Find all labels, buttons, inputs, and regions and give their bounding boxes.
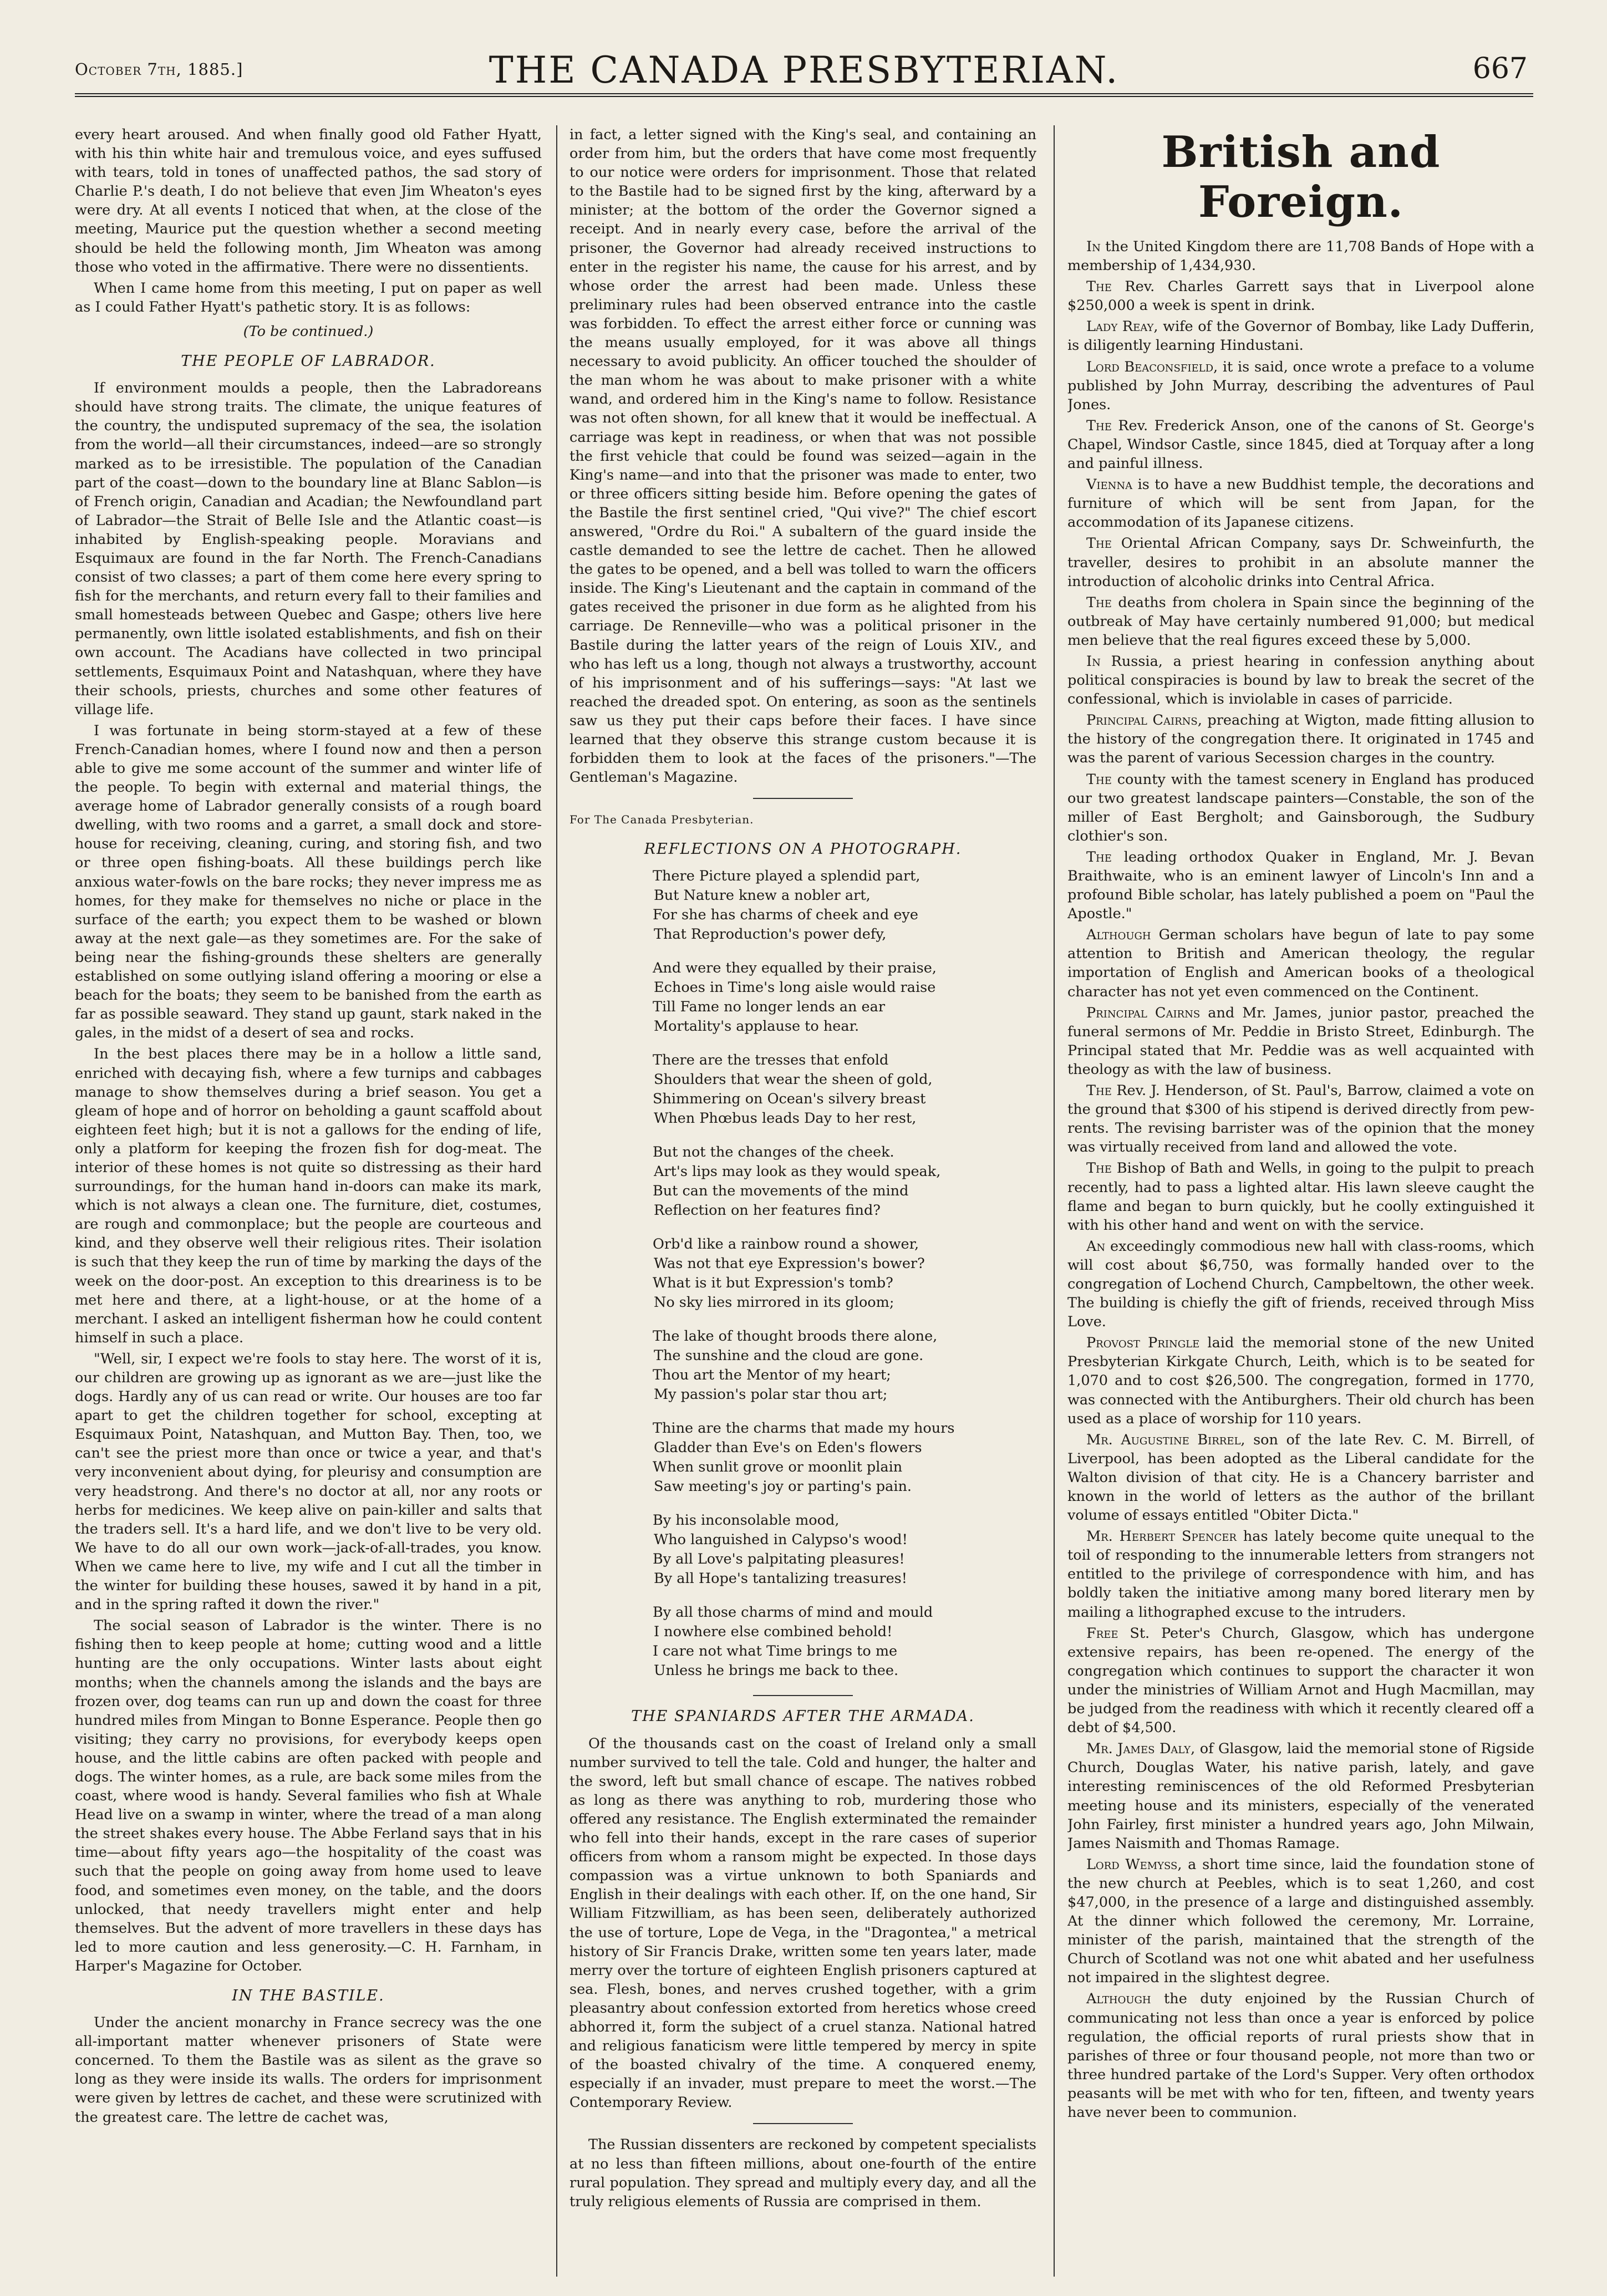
poem-line: Unless he brings me back to thee. <box>654 1662 899 1679</box>
news-item-text: laid the memorial stone of the new United Presbyterian Kirkgate Church, Leith, which is to be seated for 1,070 and to cost $26,500. The congregation, formed in 1770, was connected with the Antiburghers. Their old church has been used as a place of worship for 110 years. <box>1067 1335 1534 1427</box>
news-item <box>1067 652 1534 709</box>
news-item <box>1067 711 1534 767</box>
poem-line: Was not that eye Expression's bower? <box>654 1255 925 1272</box>
poem-line: No sky lies mirrored in its gloom; <box>654 1294 894 1311</box>
paragraph: Of the thousands cast on the coast of Ireland only a small number survived to tell the tale. Cold and hunger, the halter and the sword, left but small chance of escape. The natives robbed as long as there was anything to rob, murdering those who offered any resistance. The English exterminated the remainder who fell into their hands, except in the rare cases of superior officers from whom a ransom might be expected. In those days compassion was a virtue unknown to both Spaniards and English in their dealings with each other. If, on the one hand, Sir William Fitzwilliam, as has been seen, deliberately authorized the use of torture, Lope de Vega, in the "Dragontea," a metrical history of Sir Francis Drake, written some ten years later, made merry over the torture of eighteen English prisoners captured at sea. Flesh, bones, and nerves crushed together, with a grim pleasantry about confession extorted from heretics whose creed abhorred it, form the subject of a cruel stanza. National hatred and religious fanaticism were little tempered by mercy in spite of the boasted chivalry of the time. A conquered enemy, especially if an invader, must prepare to meet the worst.—The Contemporary Review. <box>569 1735 1036 2111</box>
poem-line: Till Fame no longer lends an ear <box>653 999 886 1016</box>
poem-line: Art's lips may look as they would speak, <box>654 1163 941 1180</box>
news-item-text: a short time since, laid the foundation stone of the new church at Peebles, which is to seat 1,260, and cost $47,000, in the presence of a large and distinguished assembly. At the dinner which followed the ceremony, Mr. Lorraine, minister of the parish, maintained that the strength of the Church of Scotland was not one whit abated and her usefulness not impaired in the slightest degree. <box>1067 1856 1534 1987</box>
paragraph: I was fortunate in being storm-stayed at a few of these French-Canadian homes, where I found now and then a person able to give me some account of the summer and winter life of the people. To begin with external and material things, the average home of Labrador generally consists of a rough board dwelling, with two rooms and a garret, a small dock and store-house for receiving, cleaning, curing, and storing fish, and two or three open fishing-boats. All these buildings perch like anxious water-fowls on the bare rocks; they never impress me as homes, for they make for themselves no niche or place in the surface of the earth; you expect them to be washed or blown away at the next gale—as they sometimes are. For the sake of being near the fishing-grounds these shelters are generally established on some outlying island offering a mooring or else a beach for the boats; they seem to be banished from the earth as far as possible seaward. They stand up gaunt, stark naked in the gales, in the midst of a desert of sea and rocks. <box>75 722 542 1042</box>
news-item-text: Oriental African Company, says Dr. Schweinfurth, the traveller, desires to prohibit in an absolute manner the introduction of alcoholic drinks into Central Africa. <box>1067 535 1534 590</box>
poem-line: Thou art the Mentor of my heart; <box>653 1367 891 1384</box>
divider <box>753 798 853 799</box>
news-item-text: it is said, once wrote a preface to a volume published by John Murray, describing the adventures of Paul Jones. <box>1067 358 1534 413</box>
poem-line: Gladder than Eve's on Eden's flowers <box>654 1439 922 1457</box>
news-item-lead: The <box>1086 848 1112 866</box>
divider <box>753 2123 853 2124</box>
news-item-lead: Free <box>1086 1625 1118 1642</box>
news-item-lead: Principal Cairns, <box>1086 712 1202 729</box>
poem-line: And were they equalled by their praise, <box>653 960 937 977</box>
poem-line: What is it but Expression's tomb? <box>653 1275 893 1292</box>
news-item <box>1067 1855 1534 1988</box>
paragraph: every heart aroused. And when finally good old Father Hyatt, with his thin white hair and tremulous voice, and eyes suffused with tears, told in tones of unaffected pathos, the sad story of Charlie P.'s death, I do not believe that even Jim Wheaton's eyes were dry. At all events I noticed that when, at the close of the meeting, Maurice put the question whether a second meeting should be held the following month, Jim Wheaton was among those who voted in the affirmative. There were no dissentients. <box>75 126 542 276</box>
news-item <box>1067 358 1534 414</box>
newspaper-title: THE CANADA PRESBYTERIAN. <box>489 49 1120 91</box>
news-item-text: wife of the Governor of Bombay, like Lady Dufferin, is diligently learning Hindustani. <box>1067 318 1534 354</box>
poem-line: But can the movements of the mind <box>653 1183 909 1200</box>
news-item <box>1067 277 1534 315</box>
article-title-bastile: IN THE BASTILE. <box>232 1987 385 2004</box>
poem <box>569 867 1036 1681</box>
news-item-text: has lately become quite unequal to the toil of responding to the innumerable letters from strangers not entitled to the privilege of correspondence with him, and has boldly taken the initiative among many bored literary men by mailing a lithographed excuse to the intruders. <box>1067 1528 1534 1621</box>
column-right <box>1067 125 1534 2277</box>
issue-date: October 7th, 1885.] <box>75 60 243 79</box>
poem-line: There Picture played a splendid part, <box>653 868 921 885</box>
news-item-text: the United Kingdom there are 11,708 Bands of Hope with a membership of 1,434,930. <box>1067 238 1534 274</box>
poem-stanza <box>653 867 1036 944</box>
news-item <box>1067 593 1534 650</box>
news-item-lead: In <box>1086 238 1101 255</box>
poem-line: But not the changes of the cheek. <box>653 1144 894 1161</box>
poem-line: There are the tresses that enfold <box>653 1052 889 1069</box>
poem-stanza <box>653 1327 1036 1404</box>
news-item-text: of Glasgow, laid the memorial stone of Rigside Church, Douglas Water, his native parish, lately, and gave interesting reminiscences of the old Reformed Presbyterian meeting house and its ministers, especially of the venerated John Fairley, first minister a hundred years ago, John Milwain, James Naismith and Thomas Ramage. <box>1067 1740 1534 1852</box>
news-item-text: German scholars have begun of late to pay some attention to British and American theology, the regular importation of English and American books of a theological character has not yet even commenced on the Continent. <box>1067 926 1534 1000</box>
news-item-text: Rev. Charles Garrett says that in Liverpool alone $250,000 a week is spent in drink. <box>1067 278 1534 314</box>
poem-line: I care not what Time brings to me <box>653 1643 898 1660</box>
news-item-text: exceedingly commodious new hall with class-rooms, which will cost about $6,750, was formally handed over to the congregation of Lochend Church, Campbeltown, the other week. The building is chiefly the gift of friends, received through Miss Love. <box>1067 1238 1534 1331</box>
column-rule <box>1054 125 1055 2277</box>
poem-line: Shoulders that wear the sheen of gold, <box>654 1071 933 1088</box>
news-item-lead: Although <box>1086 1990 1151 2008</box>
news-item-text: Rev. Frederick Anson, one of the canons of St. George's Chapel, Windsor Castle, since 1845, died at Torquay after a long and painful illness. <box>1067 417 1534 472</box>
news-item-text: leading orthodox Quaker in England, Mr. J. Bevan Braithwaite, who is an eminent lawyer of Lincoln's Inn and a profound Bible scholar, has lately published a poem on "Paul the Apostle." <box>1067 848 1534 923</box>
to-be-continued: (To be continued.) <box>243 323 374 340</box>
poem-line: Orb'd like a rainbow round a shower, <box>653 1236 919 1253</box>
news-item-lead: Lord Beaconsfield, <box>1086 358 1218 375</box>
news-item-lead: The <box>1086 535 1112 552</box>
poem-line: When Phœbus leads Day to her rest, <box>654 1110 917 1127</box>
news-item-lead: Mr. Augustine Birrel, <box>1086 1431 1245 1448</box>
poem-stanza <box>653 1235 1036 1312</box>
news-item-text: deaths from cholera in Spain since the beginning of the outbreak of May have certainly numbered 91,000; but medical men believe that the real figures exceed these by 5,000. <box>1067 594 1534 649</box>
poem-line: By all those charms of mind and mould <box>653 1604 933 1621</box>
news-item-text: Rev. J. Henderson, of St. Paul's, Barrow, claimed a vote on the ground that $300 of his stipend is derived directly from pew-rents. The revising barrister was of the opinion that the money was virtually received from land and allowed the vote. <box>1067 1082 1534 1156</box>
news-item <box>1067 848 1534 923</box>
poem-stanza <box>653 1603 1036 1681</box>
story-continuation <box>75 125 542 317</box>
news-item-lead: Principal Cairns <box>1086 1004 1201 1021</box>
news-item-lead: Lady Reay, <box>1086 318 1158 335</box>
column-left <box>75 125 542 2277</box>
poem-line: The sunshine and the cloud are gone. <box>654 1347 924 1365</box>
news-item <box>1067 1081 1534 1157</box>
masthead <box>75 27 1533 97</box>
news-item-lead: Lord Wemyss, <box>1086 1856 1182 1873</box>
poem-stanza <box>653 1511 1036 1589</box>
article-title-armada: THE SPANIARDS AFTER THE ARMADA. <box>631 1708 975 1725</box>
news-item-text: is to have a new Buddhist temple, the decorations and furniture of which will be sent from Japan, for the accommodation of its Japanese citizens. <box>1067 476 1534 531</box>
news-item <box>1067 1333 1534 1428</box>
divider <box>753 1695 853 1696</box>
news-item <box>1067 1237 1534 1331</box>
paragraph: The social season of Labrador is the winter. There is no fishing then to keep people at home; cutting wood and a little hunting are the only occupations. Winter lasts about eight months; when the channels among the islands and the bays are frozen over, dog teams can run up and down the coast for three hundred miles from Mingan to Bonne Esperance. People then go visiting; they carry no provisions, for everybody keeps open house, and the little cabins are often packed with people and dogs. The winter homes, as a rule, are back some miles from the coast, where wood is handy. Several families who fish at Whale Head live on a swamp in winter, where the tread of a man along the street shakes every house. The Abbe Ferland says that in his time—about fifty years ago—the hospitality of the coast was such that the people on going away from home used to leave food, and sometimes even money, on the table, and the doors unlocked, that needy travellers might enter and help themselves. But the advent of more travellers in these days has led to more caution and less generosity.—C. H. Farnham, in Harper's Magazine for October. <box>75 1617 542 1974</box>
news-item-lead: Mr. Herbert Spencer <box>1086 1528 1237 1545</box>
poem-stanza <box>653 1419 1036 1496</box>
news-item-lead: The <box>1086 594 1112 611</box>
poem-line: Shimmering on Ocean's silvery breast <box>653 1091 926 1108</box>
paragraph: When I came home from this meeting, I put on paper as well as I could Father Hyatt's pathetic story. It is as follows: <box>75 279 542 315</box>
news-item <box>1067 925 1534 1001</box>
poem-line: That Reproduction's power defy, <box>654 926 887 943</box>
article-title-labrador: THE PEOPLE OF LABRADOR. <box>181 353 436 370</box>
news-item <box>1067 1527 1534 1621</box>
poem-line: Reflection on her features find? <box>654 1202 881 1219</box>
news-item-lead: The <box>1086 1082 1112 1099</box>
news-item <box>1067 1624 1534 1738</box>
news-item <box>1067 237 1534 275</box>
section-heading: British and Foreign. <box>1161 127 1441 227</box>
paragraph: in fact, a letter signed with the King's seal, and containing an order from him, but the orders that have come most frequently to our notice were orders for imprisonment. Those that related to the Bastile had to be signed first by the king, afterward by a minister; at the bottom of the order the Governor signed a receipt. And in nearly every case, before the arrival of the prisoner, the Governor had already received instructions to enter in the register his name, the cause for his arrest, and by whose order the arrest had been made. Unless these preliminary rules had been observed entrance into the castle was forbidden. To effect the arrest either force or cunning was the means usually employed, for it was above all things necessary to avoid publicity. An officer touched the shoulder of the man whom he was about to make prisoner with a white wand, and ordered him in the King's name to follow. Resistance was not often shown, for all knew that it would be ineffectual. A carriage was kept in readiness, or when that was not possible the first vehicle that could be found was seized—again in the King's name—and into that the prisoner was made to enter, two or three officers sitting beside him. Before opening the gates of the Bastile the first sentinel cried, "Qui vive?" The chief escort answered, "Ordre du Roi." A subaltern of the guard inside the castle demanded to see the lettre de cachet. Then he allowed the gates to be opened, and a bell was tolled to warn the officers inside. The King's Lieutenant and the captain in command of the gates received the prisoner in due form as he alighted from his carriage. De Renneville—who was a political prisoner in the Bastile during the latter years of the reign of Louis XIV., and who has left us a long, though not always a trustworthy, account of his imprisonment and of his sufferings—says: "At last we reached the dreaded spot. On entering, as soon as the sentinels saw us they put their caps before their faces. I have since learned that they observe this strange custom because it is forbidden them to look at the faces of the prisoners."—The Gentleman's Magazine. <box>569 126 1036 786</box>
news-item <box>1067 1739 1534 1853</box>
news-item <box>1067 1159 1534 1234</box>
poem-title: REFLECTIONS ON A PHOTOGRAPH. <box>644 841 962 858</box>
paragraph: In the best places there may be in a hollow a little sand, enriched with decaying fish, where a few turnips and cabbages manage to show themselves during a brief season. You get a gleam of hope and of horror on beholding a gaunt scaffold about eighteen feet high; but it is not a gallows for the ending of life, only a platform for keeping the frozen fish for dog-meat. The interior of these homes is not quite so distressing as their hard surroundings, for the human hand in-doors can make its mark, which is not always a clean one. The furniture, diet, costumes, are rough and commonplace; but the people are courteous and kind, and they observe well their religious rites. Their isolation is such that they keep the run of time by marking the days of the week on the door-post. An exception to this dreariness is to be met here and there, at a light-house, or at the home of a merchant. I asked an intelligent fisherman how he could content himself in such a place. <box>75 1046 542 1346</box>
poem-line: Saw meeting's joy or parting's pain. <box>654 1478 912 1495</box>
news-item-text: the duty enjoined by the Russian Church of communicating not less than once a year is enforced by police regulation, the official reports of rural priests show that in parishes of three or four thousand people, not more than two or three hundred partake of the Lord's Supper. Very often orthodox peasants will be met with who for ten, fifteen, and twenty years have never been to communion. <box>1067 1990 1534 2121</box>
news-item-lead: Although <box>1086 926 1151 944</box>
news-item-text: St. Peter's Church, Glasgow, which has undergone extensive repairs, has been re-opened. The energy of the congregation which continues to support the character it won under the ministries of William Arnot and Hugh Macmillan, may be judged from the readiness with which it recently cleared off a debt of $4,500. <box>1067 1625 1534 1737</box>
poem-line: I nowhere else combined behold! <box>654 1623 893 1641</box>
poem-line: For she has charms of cheek and eye <box>653 907 918 924</box>
news-item-lead: In <box>1086 653 1101 670</box>
news-item-text: county with the tamest scenery in England has produced our two greatest landscape painters—Constable, the son of the miller of East Bergholt; and Gainsborough, the Sudbury clothier's son. <box>1067 771 1534 844</box>
news-item-lead: Vienna <box>1086 476 1133 493</box>
poem-line: But Nature knew a nobler art, <box>654 887 871 904</box>
news-item-lead: Provost Pringle <box>1086 1335 1200 1352</box>
russian-dissenters-paragraph: The Russian dissenters are reckoned by competent specialists at no less than fifteen millions, about one-fourth of the entire rural population. They spread and multiply every day, and all the truly religious elements of Russia are comprised in them. <box>569 2136 1036 2210</box>
news-item-lead: An <box>1086 1238 1106 1255</box>
news-item-text: preaching at Wigton, made fitting allusion to the history of the congregation there. It originated in 1745 and was the parent of various Secession charges in the country. <box>1067 712 1534 767</box>
news-item-text: Russia, a priest hearing in confession anything about political conspiracies is bound by law to break the secret of the confessional, which is inviolable in cases of parricide. <box>1067 653 1534 708</box>
column-rule <box>556 125 557 2277</box>
news-items <box>1067 237 1534 2122</box>
news-item <box>1067 770 1534 846</box>
article-labrador <box>75 379 542 1976</box>
poem-line: Echoes in Time's long aisle would raise <box>654 979 936 996</box>
poem-line: When sunlit grove or moonlit plain <box>653 1459 903 1476</box>
poem-line: Mortality's applause to hear. <box>654 1018 860 1035</box>
contribution-line: For The Canada Presbyterian. <box>569 813 754 827</box>
news-item <box>1067 534 1534 590</box>
paragraph: Under the ancient monarchy in France secrecy was the one all-important matter whenever prisoners of State were concerned. To them the Bastile was as silent as the grave so long as they were inside its walls. The orders for imprisonment were given by lettres de cachet, and these were scrutinized with the greatest care. The lettre de cachet was, <box>75 2014 542 2126</box>
poem-line: By all Love's palpitating pleasures! <box>653 1551 905 1568</box>
paragraph: "Well, sir, I expect we're fools to stay here. The worst of it is, our children are growing up as ignorant as we are—just like the dogs. Hardly any of us can read or write. Our houses are too far apart to get the children together for school, excepting at Esquimaux Point, Natashquan, and Mutton Bay. Then, too, we can't see the priest more than once or twice a year, and that's very inconvenient about dying, for pleurisy and consumption are very headstrong. And there's no doctor at all, nor any roots or herbs for medicines. We keep alive on pain-killer and salts that the traders sell. It's a hard life, and we don't live to be very old. We have to do all our own work—jack-of-all-trades, you know. When we came here to live, my wife and I cut all the timber in the winter for building these houses, sawed it by hand in a pit, and in the spring rafted it down the river." <box>75 1350 542 1613</box>
poem-line: Who languished in Calypso's wood! <box>654 1531 908 1549</box>
poem-line: The lake of thought broods there alone, <box>653 1328 938 1345</box>
article-bastile <box>75 2013 542 2127</box>
news-item-lead: The <box>1086 278 1112 296</box>
news-item <box>1067 1989 1534 2122</box>
page-number: 667 <box>1472 52 1528 85</box>
news-item <box>1067 1430 1534 1525</box>
news-item-text: Bishop of Bath and Wells, in going to the pulpit to preach recently, had to pass a lighted altar. His lawn sleeve caught the flame and began to burn quickly, but he coolly extinguished it with his other hand and went on with the service. <box>1067 1160 1534 1234</box>
news-item <box>1067 475 1534 532</box>
news-item <box>1067 416 1534 473</box>
article-bastile-continued <box>569 125 1036 787</box>
news-item <box>1067 1004 1534 1079</box>
article-armada <box>569 1734 1036 2112</box>
poem-line: By his inconsolable mood, <box>653 1512 840 1529</box>
paragraph: If environment moulds a people, then the Labradoreans should have strong traits. The climate, the unique features of the country, the undisputed supremacy of the sea, the isolation from the world—all their circumstances, indeed—are so strongly marked as to be irresistible. The population of the Canadian part of the coast—down to the boundary line at Blanc Sablon—is of French origin, Canadian and Acadian; the Newfoundland part of Labrador—the Strait of Belle Isle and the Atlantic coast—is inhabited by English-speaking people. Moravians and Esquimaux are found in the far North. The French-Canadians consist of two classes; a part of them come here every spring to fish for the merchants, and return every fall to their families and small homesteads between Quebec and Gaspe; others live here permanently, own little isolated establishments, and fish on their own account. The Acadians have collected in two principal settlements, Esquimaux Point and Natashquan, where they have their schools, priests, churches and some other features of village life. <box>75 380 542 718</box>
poem-stanza <box>653 959 1036 1036</box>
news-item-lead: The <box>1086 771 1112 788</box>
news-item-lead: Mr. James Daly, <box>1086 1740 1196 1758</box>
column-middle <box>569 125 1036 2277</box>
poem-stanza <box>653 1143 1036 1220</box>
news-item-lead: The <box>1086 417 1112 434</box>
news-item-lead: The <box>1086 1160 1112 1177</box>
news-item <box>1067 317 1534 355</box>
poem-line: By all Hope's tantalizing treasures! <box>654 1570 908 1587</box>
poem-line: Thine are the charms that made my hours <box>653 1420 955 1437</box>
news-item-text: son of the late Rev. C. M. Birrell, of Liverpool, has been adopted as the Liberal candidate for the Walton division of that city. He is a Chancery barrister and known in the world of letters as the author of the brillant volume of essays entitled "Obiter Dicta." <box>1067 1431 1534 1524</box>
news-item-text: and Mr. James, junior pastor, preached the funeral sermons of Mr. Peddie in Bristo Street, Edinburgh. The Principal stated that Mr. Peddie was as well acquainted with theology as with the law of business. <box>1067 1004 1534 1078</box>
poem-line: My passion's polar star thou art; <box>654 1386 888 1403</box>
poem-stanza <box>653 1051 1036 1128</box>
